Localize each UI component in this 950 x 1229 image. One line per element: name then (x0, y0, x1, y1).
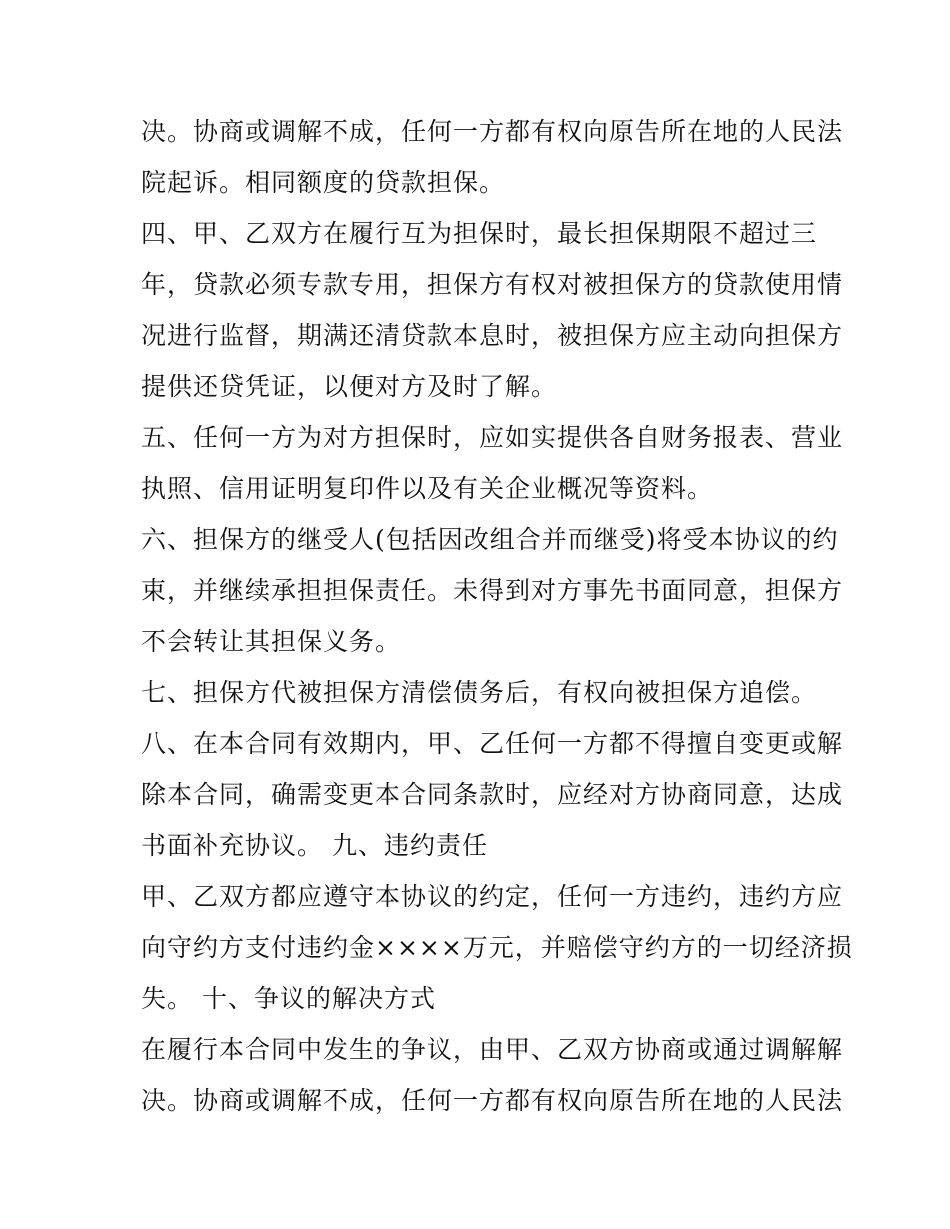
text-line: 甲、乙双方都应遵守本协议的约定，任何一方违约，违约方应 (141, 882, 844, 911)
text-line: 五、任何一方为对方担保时，应如实提供各自财务报表、营业 (141, 423, 844, 452)
text-line: 况进行监督，期满还清贷款本息时，被担保方应主动向担保方 (141, 321, 844, 350)
text-line: 提供还贷凭证，以便对方及时了解。 (141, 372, 558, 401)
text-line: 在履行本合同中发生的争议，由甲、乙双方协商或通过调解解 (141, 1035, 844, 1064)
text-line: 四、甲、乙双方在履行互为担保时，最长担保期限不超过三 (141, 219, 818, 248)
text-line: 向守约方支付违约金××××万元，并赔偿守约方的一切经济损 (141, 933, 853, 962)
text-line: 八、在本合同有效期内，甲、乙任何一方都不得擅自变更或解 (141, 729, 844, 758)
text-line: 束，并继续承担担保责任。未得到对方事先书面同意，担保方 (141, 576, 844, 605)
text-line: 不会转让其担保义务。 (141, 627, 402, 656)
text-line: 决。协商或调解不成，任何一方都有权向原告所在地的人民法 (141, 117, 844, 146)
text-line: 执照、信用证明复印件以及有关企业概况等资料。 (141, 474, 714, 503)
text-line: 除本合同，确需变更本合同条款时，应经对方协商同意，达成 (141, 780, 844, 809)
text-line: 院起诉。相同额度的贷款担保。 (141, 168, 506, 197)
text-line: 七、担保方代被担保方清偿债务后，有权向被担保方追偿。 (141, 678, 818, 707)
text-line: 年，贷款必须专款专用，担保方有权对被担保方的贷款使用情 (141, 270, 844, 299)
text-line: 书面补充协议。 九、违约责任 (141, 831, 488, 860)
document-body (141, 106, 853, 1126)
text-line: 决。协商或调解不成，任何一方都有权向原告所在地的人民法 (141, 1086, 844, 1115)
text-line: 失。 十、争议的解决方式 (141, 984, 436, 1013)
text-line: 六、担保方的继受人(包括因改组合并而继受)将受本协议的约 (141, 525, 839, 554)
